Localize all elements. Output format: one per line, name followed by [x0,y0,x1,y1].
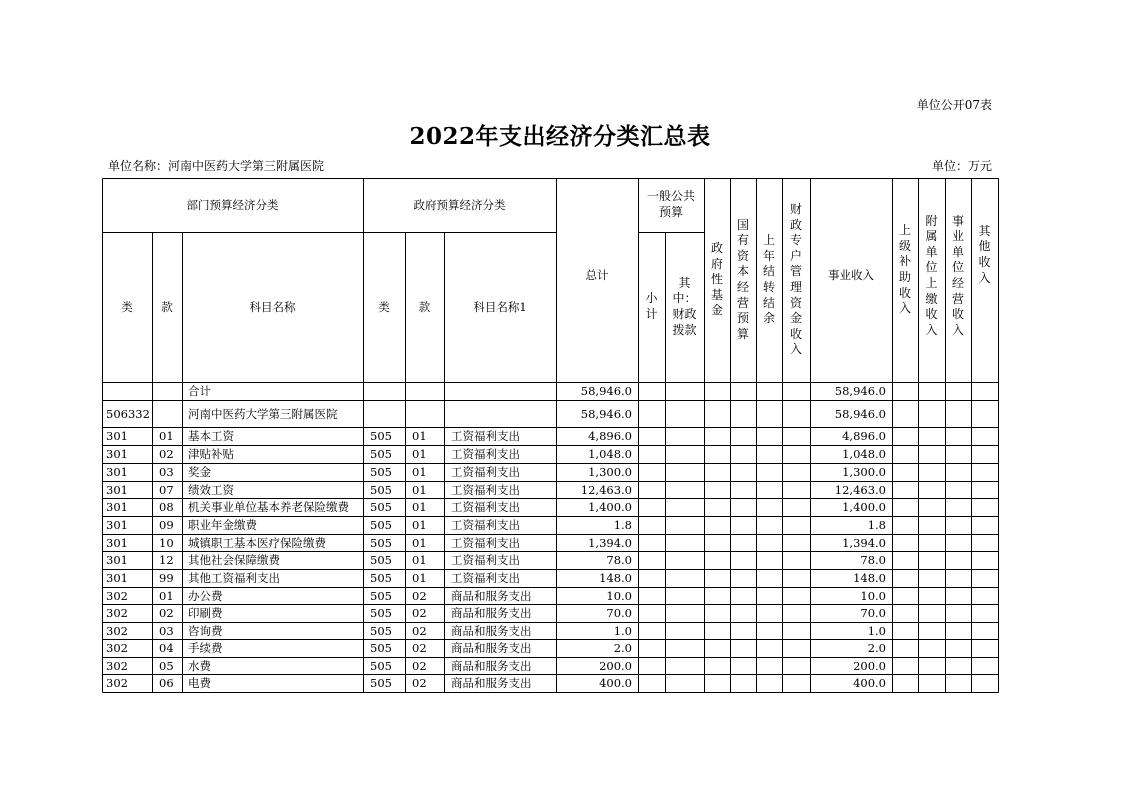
row-lei-2: 505 [370,641,392,655]
row-business-income: 10.0 [860,588,886,603]
row-kuan-2: 01 [412,535,427,550]
header-kuan-2: 款 [418,300,431,314]
row-lei: 302 [106,676,128,690]
row-kuan: 04 [159,641,174,655]
row-kuan-2: 02 [412,588,427,603]
row-kuan: 02 [159,606,174,620]
row-total: 1.0 [613,623,632,638]
row-lei: 301 [106,571,128,585]
row-kuan [152,400,182,427]
row-subject-name-2: 商品和服务支出 [451,606,532,620]
row-business-income: 58,946.0 [834,406,886,421]
row-kuan-2: 01 [412,447,427,461]
row-subject-name: 城镇职工基本医疗保险缴费 [188,535,326,550]
row-subject-name: 电费 [188,676,211,690]
header-state-capital: 国 有 资 本 经 营 预 算 [736,217,749,341]
header-fiscal-alloc: 其 中： 财政 拨款 [672,275,697,337]
row-kuan-2: 02 [412,658,427,673]
row-total: 10.0 [606,588,632,603]
row-lei-2: 505 [370,535,392,550]
row-subject-name: 办公费 [188,588,223,603]
row-lei-2: 505 [370,518,392,532]
row-lei-2: 505 [370,588,392,603]
row-lei [102,382,152,400]
row-lei-2: 505 [370,465,392,479]
header-special-fund: 财 政 专 户 管 理 资 金 收 入 [789,202,802,357]
row-subject-name: 津贴补贴 [188,447,234,461]
row-subject-name-2 [444,382,556,400]
row-total: 1,048.0 [588,447,632,461]
header-business-income: 事业收入 [828,268,874,282]
row-lei: 301 [106,482,128,497]
header-superior-subsidy: 上 级 补 助 收 入 [898,223,911,316]
row-business-income: 148.0 [853,571,886,585]
row-lei-2: 505 [370,482,392,497]
row-lei: 301 [106,535,128,550]
row-subject-name-2: 工资福利支出 [451,429,520,443]
row-lei-2: 505 [370,447,392,461]
row-business-income: 12,463.0 [834,482,886,497]
unit-name: 单位名称：河南中医药大学第三附属医院 [108,159,325,173]
row-subject-name-2: 商品和服务支出 [451,588,532,603]
row-total: 200.0 [599,658,632,673]
row-lei-2: 505 [370,676,392,690]
row-lei: 301 [106,518,128,532]
row-kuan-2: 01 [412,465,427,479]
row-subject-name-2: 商品和服务支出 [451,676,532,690]
row-kuan [152,382,182,400]
row-lei-2: 505 [370,606,392,620]
row-subject-name-2: 商品和服务支出 [451,641,532,655]
row-kuan: 03 [159,465,174,479]
row-lei: 302 [106,641,128,655]
row-kuan: 02 [159,447,174,461]
row-subject-name-2: 工资福利支出 [451,553,520,567]
header-kuan: 款 [161,300,173,314]
row-kuan: 03 [159,623,174,638]
row-lei-2 [363,400,405,427]
row-kuan: 07 [159,482,174,497]
row-business-income: 78.0 [860,553,886,567]
row-lei-2: 505 [370,623,392,638]
header-dept-group: 部门预算经济分类 [186,198,279,212]
row-kuan: 10 [159,535,174,550]
row-total: 4,896.0 [588,429,632,443]
row-subject-name: 奖金 [188,465,211,479]
row-total: 58,946.0 [580,384,632,398]
row-kuan-2: 01 [412,571,427,585]
row-kuan: 09 [159,518,174,532]
row-subject-name-2: 商品和服务支出 [451,623,532,638]
header-general-budget: 一般公共 预算 [646,189,695,219]
row-kuan-2: 02 [412,641,427,655]
row-subject-name-2: 工资福利支出 [451,571,520,585]
row-kuan-2: 02 [412,676,427,690]
row-lei-2 [363,382,405,400]
row-business-income: 1.8 [867,518,886,532]
row-kuan-2: 01 [412,553,427,567]
row-business-income: 400.0 [853,676,886,690]
row-business-income: 4,896.0 [842,429,886,443]
row-lei: 302 [106,606,128,620]
row-lei-2: 505 [370,500,392,514]
row-lei: 302 [106,588,128,603]
unit-measure: 单位：万元 [931,159,992,173]
row-kuan-2 [405,400,444,427]
header-total: 总计 [585,268,609,282]
row-kuan-2: 01 [412,482,427,497]
row-total: 58,946.0 [580,406,632,421]
row-total: 1.8 [613,518,632,532]
row-kuan: 01 [159,588,174,603]
row-kuan-2: 01 [412,500,427,514]
row-total: 400.0 [599,676,632,690]
row-lei: 301 [106,553,128,567]
header-lei-2: 类 [378,300,390,314]
row-lei-2: 505 [370,553,392,567]
row-kuan: 01 [159,429,174,443]
row-subject-name: 水费 [188,658,211,673]
row-lei: 301 [106,429,128,443]
header-affiliated-income: 附 属 单 位 上 缴 收 入 [925,213,938,337]
row-lei: 301 [106,465,128,479]
row-subject-name: 印刷费 [188,606,223,620]
row-business-income: 70.0 [860,606,886,620]
row-kuan: 06 [159,676,174,690]
header-gov-fund: 政 府 性 基 金 [710,241,723,318]
row-business-income: 1,300.0 [842,465,886,479]
row-lei-2: 505 [370,571,392,585]
row-subject-name: 绩效工资 [188,482,234,497]
row-business-income: 2.0 [867,641,886,655]
row-business-income: 1.0 [867,623,886,638]
page-title: 2022年支出经济分类汇总表 [409,123,711,150]
row-subject-name: 手续费 [188,641,223,655]
row-subject-name-2: 工资福利支出 [451,500,520,514]
row-total: 78.0 [606,553,632,567]
row-subject-name: 其他社会保障缴费 [188,553,280,567]
row-business-income: 1,394.0 [842,535,886,550]
row-kuan-2: 02 [412,623,427,638]
header-carryover: 上 年 结 转 结 余 [762,233,775,326]
row-subject-name: 咨询费 [188,623,223,638]
row-lei: 506332 [106,406,150,421]
row-lei: 301 [106,447,128,461]
row-kuan: 99 [159,571,174,585]
header-operating-income: 事 业 单 位 经 营 收 入 [951,213,964,337]
row-lei: 302 [106,658,128,673]
row-kuan-2: 01 [412,429,427,443]
row-subject-name-2: 工资福利支出 [451,447,520,461]
row-kuan-2: 02 [412,606,427,620]
header-subtotal: 小 计 [645,291,658,321]
header-lei: 类 [121,300,133,314]
header-subject-name-2: 科目名称1 [473,300,527,314]
row-lei-2: 505 [370,658,392,673]
row-total: 12,463.0 [580,482,632,497]
row-kuan-2 [405,382,444,400]
row-kuan: 05 [159,658,174,673]
row-kuan: 08 [159,500,174,514]
row-total: 148.0 [599,571,632,585]
table-code: 单位公开07表 [916,98,992,112]
header-other-income: 其 他 收 入 [978,223,991,285]
row-subject-name: 基本工资 [188,429,234,443]
row-subject-name: 职业年金缴费 [188,518,257,532]
row-subject-name-2: 工资福利支出 [451,465,520,479]
row-subject-name-2: 工资福利支出 [451,535,520,550]
row-business-income: 1,048.0 [842,447,886,461]
row-subject-name: 机关事业单位基本养老保险缴费 [188,500,349,514]
row-total: 1,400.0 [588,500,632,514]
row-subject-name: 其他工资福利支出 [188,571,280,585]
row-total: 2.0 [613,641,632,655]
row-total: 1,394.0 [588,535,632,550]
row-business-income: 200.0 [853,658,886,673]
row-lei-2: 505 [370,429,392,443]
row-subject-name-2 [444,400,556,427]
row-business-income: 1,400.0 [842,500,886,514]
row-subject-name: 合计 [188,384,211,398]
header-subject-name: 科目名称 [249,300,296,314]
row-total: 1,300.0 [588,465,632,479]
row-lei: 301 [106,500,128,514]
header-gov-group: 政府预算经济分类 [413,198,506,212]
row-subject-name-2: 商品和服务支出 [451,658,532,673]
row-lei: 302 [106,623,128,638]
row-total: 70.0 [606,606,632,620]
row-kuan: 12 [159,553,174,567]
row-subject-name: 河南中医药大学第三附属医院 [188,406,338,421]
row-kuan-2: 01 [412,518,427,532]
row-subject-name-2: 工资福利支出 [451,518,520,532]
row-business-income: 58,946.0 [834,384,886,398]
row-subject-name-2: 工资福利支出 [451,482,520,497]
